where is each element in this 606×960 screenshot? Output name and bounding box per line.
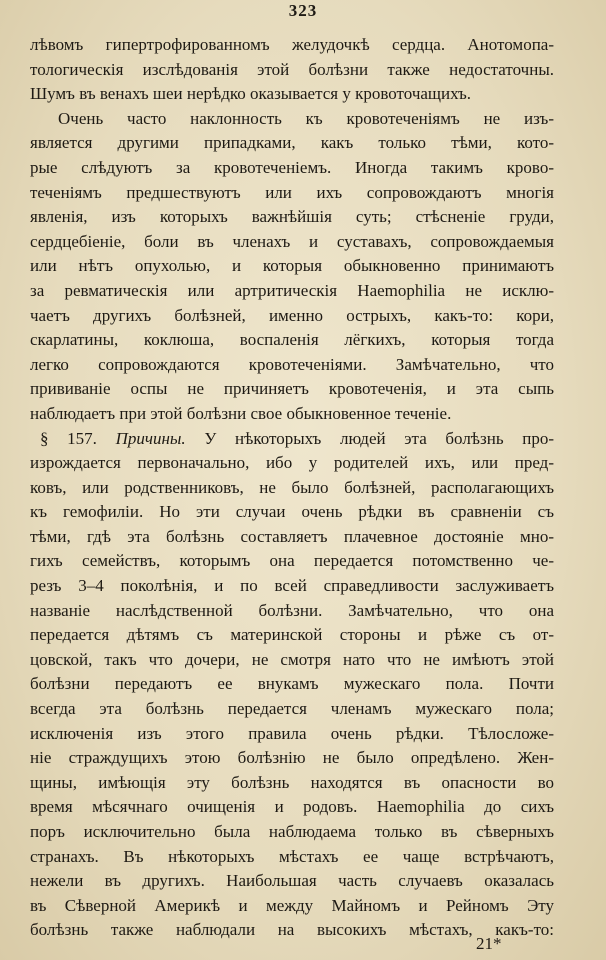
section-number: § 157. <box>40 428 97 448</box>
text-line: гихъ семействъ, которымъ она передается потомственно че- <box>30 551 554 571</box>
text-line: къ гемофиліи. Но эти случаи очень рѣдки въ сравненіи съ <box>30 502 554 522</box>
text-line: нежели въ другихъ. Наибольшая часть случаевъ оказалась <box>30 871 554 891</box>
text-line: всегда эта болѣзнь передается членамъ мужескаго пола; <box>30 699 554 719</box>
text-line: изрождается первоначально, ибо у родителей ихъ, или пред- <box>30 453 554 473</box>
text-line: ніе страждущихъ этою болѣзнію не было опредѣлено. Жен- <box>30 748 554 768</box>
text-line: легко сопровождаются кровотеченіями. Замѣчательно, что <box>30 354 554 374</box>
text-line: поръ исключительно была наблюдаема только въ сѣверныхъ <box>30 822 554 841</box>
text-line: ковъ, или родственниковъ, не было болѣзней, располагающихъ <box>30 477 554 497</box>
text-line: время мѣсячнаго очищенія и родовъ. Haemophilia до сихъ <box>30 797 554 817</box>
text-line: сердцебіеніе, боли въ членахъ и суставахъ, сопровождаемыя <box>30 231 554 251</box>
body-text <box>30 33 554 943</box>
text-line: является другими припадками, какъ только тѣми, кото- <box>30 133 554 153</box>
text-line: передается дѣтямъ съ материнской стороны и рѣже съ от- <box>30 625 554 645</box>
text-line: исключенія изъ этого правила очень рѣдки. Тѣлосложе- <box>30 723 554 743</box>
text-line: въ Сѣверной Америкѣ и между Майномъ и Рейномъ Эту <box>30 895 554 915</box>
signature-mark: 21* <box>476 934 502 953</box>
text-line: болѣзнь также наблюдали на высокихъ мѣстахъ, какъ-то: <box>30 920 554 940</box>
text-line: названіе наслѣдственной болѣзни. Замѣчательно, что она <box>30 600 554 620</box>
text-line: рые слѣдуютъ за кровотеченіемъ. Иногда такимъ крово- <box>30 157 554 177</box>
text-line: чаетъ другихъ болѣзней, именно острыхъ, какъ-то: кори, <box>30 305 554 325</box>
text-line: щины, имѣющія эту болѣзнь находятся въ опасности во <box>30 772 554 792</box>
text-line: Шумъ въ венахъ шеи нерѣдко оказывается у кровоточащихъ. <box>30 84 471 104</box>
text-line: лѣвомъ гипертрофированномъ желудочкѣ сердца. Анотомопа- <box>30 35 554 54</box>
page-number: 323 <box>288 1 318 20</box>
text-line: тѣми, гдѣ эта болѣзнь составляетъ плачевное достояніе мно- <box>30 526 554 546</box>
text-line: цовской, такъ что дочери, не смотря нато что не имѣютъ этой <box>30 649 554 669</box>
text-line: болѣзни передаютъ ее внукамъ мужескаго пола. Почти <box>30 674 554 694</box>
text-line: прививаніе оспы не причиняетъ кровотеченія, и эта сыпь <box>30 379 554 399</box>
section-heading: Причины. <box>115 428 186 448</box>
text-line: Очень часто наклонность къ кровотеченіямъ не изъ- <box>58 108 554 128</box>
section-first-line <box>30 427 554 452</box>
text-line: или нѣтъ опухолью, и которыя обыкновенно принимаютъ <box>30 256 554 276</box>
text-line: теченіямъ предшествуютъ или ихъ сопровождаютъ многія <box>30 182 554 202</box>
text-line: резъ 3–4 поколѣнія, и по всей справедливости заслуживаетъ <box>30 576 554 596</box>
text-line: тологическія изслѣдованія этой болѣзни также недостаточны. <box>30 59 554 79</box>
text-line: странахъ. Въ нѣкоторыхъ мѣстахъ ее чаще встрѣчаютъ, <box>30 846 554 866</box>
section-first-line-text: У нѣкоторыхъ людей эта болѣзнь про- <box>204 428 554 448</box>
text-line: явленія, изъ которыхъ важнѣйшія суть; стѣсненіе груди, <box>30 207 554 227</box>
text-line: скарлатины, коклюша, воспаленія лёгкихъ, которыя тогда <box>30 330 554 350</box>
text-line: наблюдаетъ при этой болѣзни свое обыкновенное теченіе. <box>30 403 452 423</box>
text-line: за ревматическія или артритическія Haemophilia не исклю- <box>30 280 554 300</box>
